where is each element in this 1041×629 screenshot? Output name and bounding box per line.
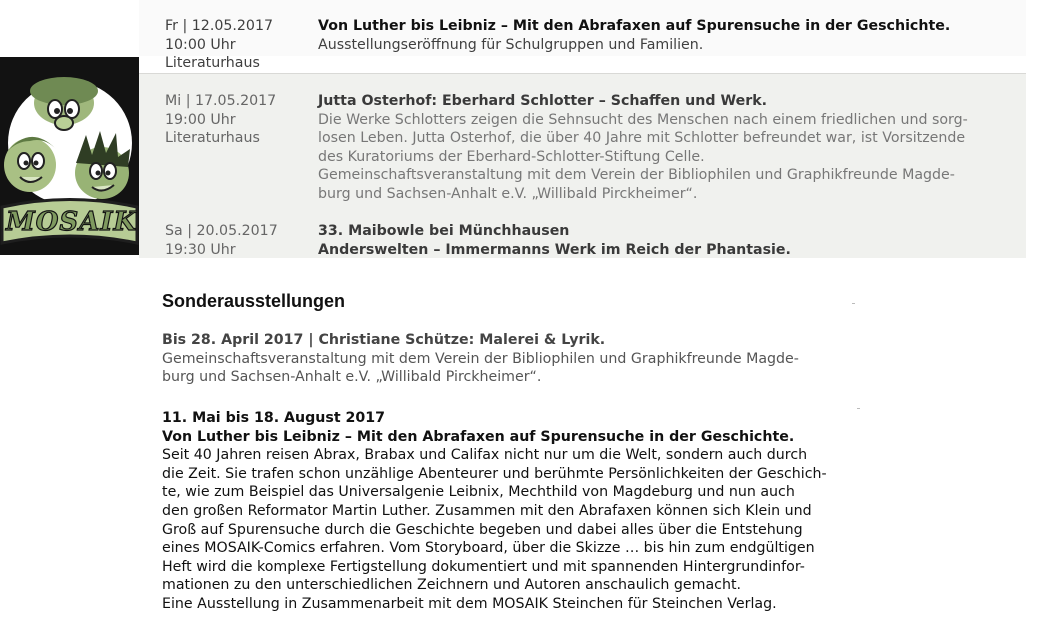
event-title: 33. Maibowle bei Münchhausen bbox=[318, 223, 570, 239]
event-place: Literaturhaus bbox=[165, 55, 260, 71]
exhibition-entry bbox=[162, 409, 842, 614]
exhibition-heading: Bis 28. April 2017 | Christiane Schütze: Malerei & Lyrik. bbox=[162, 332, 606, 348]
event-date: Mi | 17.05.2017 bbox=[165, 93, 277, 109]
event-meta bbox=[165, 17, 315, 73]
scan-speck bbox=[852, 303, 855, 304]
event-text-line: losen Leben. Jutta Osterhof, die über 40 Jahre mit Schlotter befreundet war, ist Vorsitzende bbox=[318, 130, 966, 146]
exhibition-title: Von Luther bis Leibniz – Mit den Abrafaxen auf Spurensuche in der Geschichte. bbox=[162, 428, 795, 445]
event-time: 19:30 Uhr bbox=[165, 241, 236, 258]
scan-mask bbox=[139, 258, 1041, 268]
mosaik-logo-text: MOSAIK bbox=[6, 207, 138, 237]
exhibition-text-line: die Zeit. Sie trafen schon unzählige Abenteurer und berühmte Persönlichkeiten der Geschich- bbox=[162, 465, 827, 482]
event-text-line: Ausstellungseröffnung für Schulgruppen und Familien. bbox=[318, 36, 704, 53]
exhibition-date: 11. Mai bis 18. August 2017 bbox=[162, 410, 386, 426]
exhibition-entry bbox=[162, 331, 842, 387]
exhibition-text-line: Eine Ausstellung in Zusammenarbeit mit dem MOSAIK Steinchen für Steinchen Verlag. bbox=[162, 595, 777, 612]
event-time: 10:00 Uhr bbox=[165, 36, 236, 53]
page-edge bbox=[1026, 0, 1041, 258]
exhibition-text-line: Gemeinschaftsveranstaltung mit dem Verein der Bibliophilen und Graphikfreunde Magde- bbox=[162, 350, 799, 367]
section-title: Sonderausstellungen bbox=[162, 291, 346, 311]
exhibition-text-line: den großen Reformator Martin Luther. Zusammen mit den Abrafaxen können sich Klein und bbox=[162, 502, 812, 519]
exhibition-text-line: mationen zu den unterschiedlichen Zeichnern und Autoren anschaulich gemacht. bbox=[162, 577, 742, 594]
event-text-line: Gemeinschaftsveranstaltung mit dem Verein der Bibliophilen und Graphikfreunde Magde- bbox=[318, 167, 955, 183]
event-title: Jutta Osterhof: Eberhard Schlotter – Schaffen und Werk. bbox=[318, 93, 768, 109]
event-text-line: des Kuratoriums der Eberhard-Schlotter-Stiftung Celle. bbox=[318, 148, 705, 165]
event-date: Sa | 20.05.2017 bbox=[165, 223, 278, 239]
event-meta bbox=[165, 92, 315, 148]
exhibition-text-line: Heft wird die komplexe Fertigstellung dokumentiert und mit spannenden Hintergrundinfor- bbox=[162, 558, 805, 575]
event-body bbox=[318, 222, 978, 259]
event-body bbox=[318, 17, 978, 54]
event-time: 19:00 Uhr bbox=[165, 111, 236, 128]
mosaik-logo bbox=[0, 57, 139, 255]
exhibition-text-line: te, wie zum Beispiel das Universalgenie Leibnix, Mechthild von Magdeburg und nun auch bbox=[162, 484, 795, 501]
event-title: Von Luther bis Leibniz – Mit den Abrafaxen auf Spurensuche in der Geschichte. bbox=[318, 18, 951, 34]
event-date: Fr | 12.05.2017 bbox=[165, 18, 273, 34]
exhibition-text-line: eines MOSAIK-Comics erfahren. Vom Storyboard, über die Skizze … bis hin zum endgültigen bbox=[162, 540, 815, 557]
event-text-line: Die Werke Schlotters zeigen die Sehnsucht des Menschen nach einem friedlichen und sorg- bbox=[318, 111, 968, 128]
event-body bbox=[318, 92, 978, 203]
exhibition-text-line: Groß auf Spurensuche durch die Geschichte begeben und dabei alles über die Entstehung bbox=[162, 521, 803, 538]
event-meta bbox=[165, 222, 315, 259]
event-place: Literaturhaus bbox=[165, 130, 260, 146]
exhibition-text-line: Seit 40 Jahren reisen Abrax, Brabax und Califax nicht nur um die Welt, sondern auch durch bbox=[162, 447, 808, 464]
event-text-line: burg und Sachsen-Anhalt e.V. „Willibald Pirckheimer“. bbox=[318, 185, 698, 202]
scan-speck bbox=[857, 408, 860, 409]
event-subtitle: Anderswelten – Immermanns Werk im Reich der Phantasie. bbox=[318, 241, 791, 258]
exhibition-text-line: burg und Sachsen-Anhalt e.V. „Willibald Pirckheimer“. bbox=[162, 369, 542, 386]
